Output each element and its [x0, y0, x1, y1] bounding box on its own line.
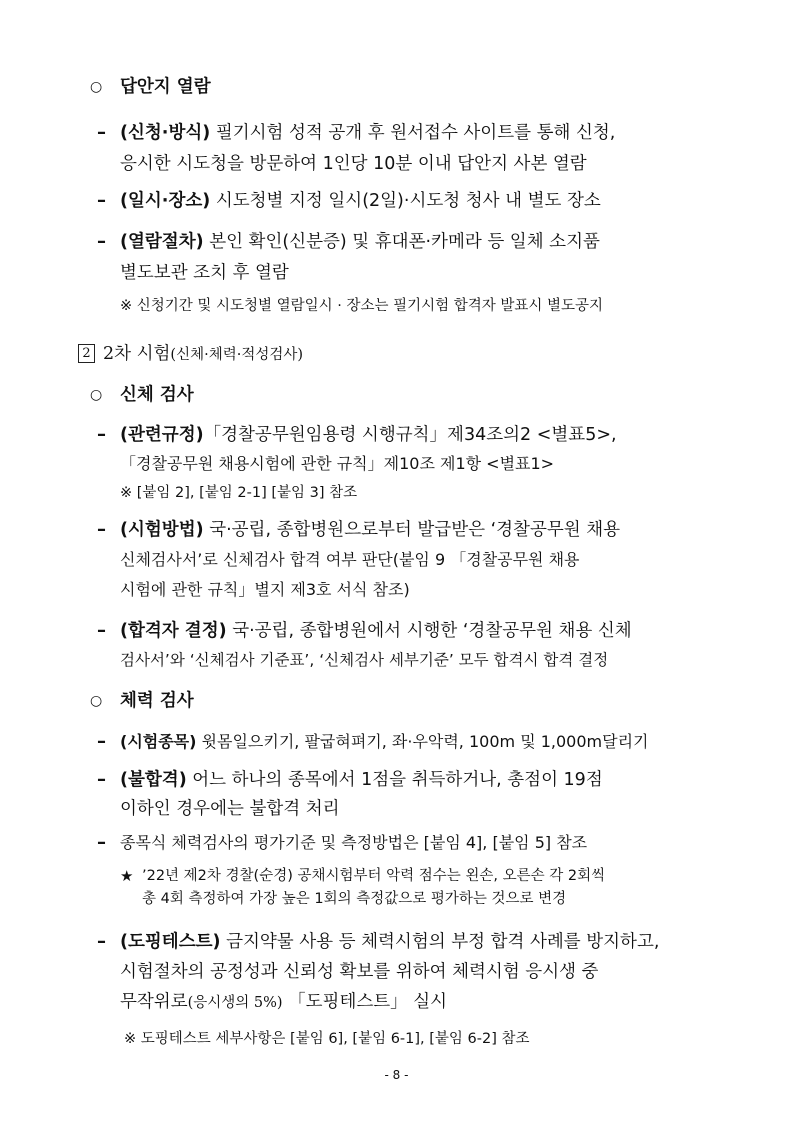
item-text: 「경찰공무원임용령 시행규칙」제34조의2 <별표5>, [203, 425, 617, 445]
item-label: (열람절차) [120, 232, 204, 252]
list-item [120, 189, 601, 213]
item-label: (합격자 결정) [120, 621, 227, 641]
item-text: 국·공립, 종합병원에서 시행한 ‘경찰공무원 채용 신체 [226, 621, 632, 641]
item-text: 어느 하나의 종목에서 1점을 취득하거나, 총점이 19점 [186, 770, 603, 790]
dash-bullet: – [97, 769, 106, 790]
dash-bullet: – [97, 122, 106, 143]
list-item [120, 518, 620, 542]
section-title-text: 2차 시험 [103, 344, 171, 364]
list-item [120, 121, 615, 145]
dash-bullet: – [97, 731, 106, 752]
list-item-cont: 검사서’와 ‘신체검사 기준표’, ‘신체검사 세부기준’ 모두 합격시 합격 결정 [120, 651, 609, 669]
item-text: 윗몸일으키기, 팔굽혀펴기, 좌·우악력, 100m 및 1,000m달리기 [196, 732, 649, 751]
item-label: (도핑테스트) [120, 932, 221, 952]
list-item-cont: 별도보관 조치 후 열람 [120, 263, 289, 283]
list-item [120, 730, 649, 754]
circle-bullet: ○ [90, 79, 103, 95]
dash-bullet: – [97, 190, 106, 211]
dash-bullet: – [97, 620, 106, 641]
list-item [120, 930, 659, 954]
doping-ratio: (응시생의 5%) [187, 995, 283, 1011]
item-label: (신청·방식) [120, 123, 211, 143]
dash-bullet: – [97, 832, 106, 853]
item-text: 국·공립, 종합병원으로부터 발급받은 ‘경찰공무원 채용 [203, 520, 621, 540]
section-title [78, 342, 303, 367]
star-note-cont: 총 4회 측정하여 가장 높은 1회의 측정값으로 평가하는 것으로 변경 [142, 891, 567, 907]
star-note: ’22년 제2차 경찰(순경) 공채시험부터 악력 점수는 왼손, 오른손 각 2회씩 [142, 868, 606, 884]
list-item [120, 423, 617, 447]
list-item-cont: 「경찰공무원 채용시험에 관한 규칙」제10조 제1항 <별표1> [120, 454, 555, 473]
item-label: (불합격) [120, 770, 187, 790]
dash-bullet: – [97, 519, 106, 540]
item-text: 필기시험 성적 공개 후 원서접수 사이트를 통해 신청, [210, 123, 616, 143]
list-item-cont: 시험에 관한 규칙」별지 제3호 서식 참조) [120, 580, 410, 599]
list-item-cont [120, 990, 447, 1015]
item-label: (시험종목) [120, 732, 197, 751]
list-item [120, 768, 603, 792]
item-label: (일시·장소) [120, 191, 211, 211]
section-heading: 답안지 열람 [120, 77, 211, 97]
circle-bullet: ○ [90, 387, 103, 403]
dash-bullet: – [97, 424, 106, 445]
item-label: (시험방법) [120, 520, 204, 540]
item-text: 금지약물 사용 등 체력시험의 부정 합격 사례를 방지하고, [220, 932, 660, 952]
list-item-cont: 응시한 시도청을 방문하여 1인당 10분 이내 답안지 사본 열람 [120, 154, 587, 174]
dash-bullet: – [97, 931, 106, 952]
note: ※ 신청기간 및 시도청별 열람일시 · 장소는 필기시험 합격자 발표시 별도공지 [120, 298, 604, 314]
list-item-cont: 이하인 경우에는 불합격 처리 [120, 799, 340, 819]
list-item: 종목식 체력검사의 평가기준 및 측정방법은 [붙임 4], [붙임 5] 참조 [120, 833, 588, 852]
section-subtitle: (신체·체력·적성검사) [170, 347, 304, 363]
circle-bullet: ○ [90, 693, 103, 709]
note: ※ 도핑테스트 세부사항은 [붙임 6], [붙임 6-1], [붙임 6-2] 참조 [124, 1031, 530, 1047]
list-item-cont: 시험절차의 공정성과 신뢰성 확보를 위하여 체력시험 응시생 중 [120, 962, 599, 982]
subsection-heading: 체력 검사 [120, 691, 194, 711]
item-label: (관련규정) [120, 425, 204, 445]
doping-text: 무작위로 [120, 992, 188, 1012]
page-number: - 8 - [384, 1068, 409, 1082]
list-item [120, 619, 632, 643]
doping-text-end: 「도핑테스트」 실시 [282, 992, 448, 1012]
list-item-cont: 신체검사서’로 신체검사 합격 여부 판단(붙임 9 「경찰공무원 채용 [120, 550, 580, 569]
item-text: 시도청별 지정 일시(2일)·시도청 청사 내 별도 장소 [210, 191, 601, 211]
dash-bullet: – [97, 231, 106, 252]
subsection-heading: 신체 검사 [120, 385, 194, 405]
section-number-box: 2 [78, 344, 95, 363]
note: ※ [붙임 2], [붙임 2-1] [붙임 3] 참조 [120, 485, 358, 501]
item-text: 본인 확인(신분증) 및 휴대폰·카메라 등 일체 소지품 [203, 232, 600, 252]
star-icon: ★ [120, 867, 134, 885]
list-item [120, 230, 600, 254]
